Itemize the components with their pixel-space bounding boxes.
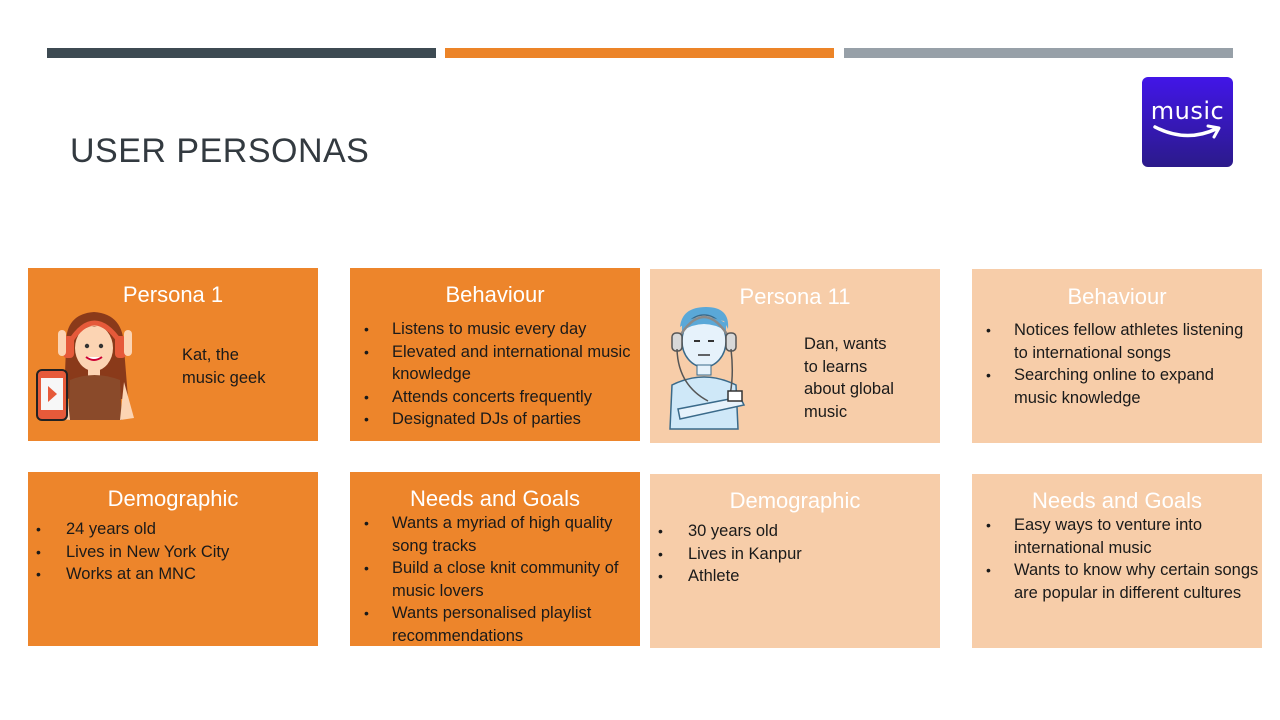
persona2-heading: Persona 11 (739, 284, 851, 309)
list-item: • Wants to know why certain songs are popular in different cultures (984, 559, 1260, 604)
persona1-needs-heading: Needs and Goals (410, 486, 580, 511)
persona1-demographic-list (34, 518, 314, 586)
persona1-demographic-card (28, 472, 318, 646)
accent-bar-orange (445, 48, 834, 58)
list-item: • Attends concerts frequently (362, 386, 636, 409)
persona1-demographic-heading: Demographic (107, 486, 239, 511)
list-item: • Listens to music every day (362, 318, 636, 341)
amazon-music-logo (1142, 77, 1233, 167)
accent-bar-dark (47, 48, 436, 58)
list-item: • Lives in Kanpur (656, 543, 936, 566)
persona1-heading: Persona 1 (122, 282, 224, 307)
boy-headphones-icon (664, 305, 754, 431)
persona2-behaviour-list (984, 319, 1260, 409)
list-item: • 24 years old (34, 518, 314, 541)
persona2-description-line4: music (804, 402, 848, 421)
persona1-description-line2: music geek (182, 368, 266, 387)
list-item: • Build a close knit community of music lovers (362, 557, 636, 602)
persona1-needs-card (350, 472, 640, 646)
persona1-description-line1: Kat, the (182, 346, 239, 364)
accent-bar-grey (844, 48, 1233, 58)
persona2-description (804, 333, 894, 423)
list-item: • Wants a myriad of high quality song tracks (362, 512, 636, 557)
persona1-behaviour-list (362, 318, 636, 431)
persona2-description-line2: to learns (804, 357, 868, 376)
persona1-description (182, 344, 265, 389)
persona2-demographic-heading: Demographic (729, 488, 861, 513)
list-item: • Athlete (656, 565, 936, 588)
persona2-demographic-card (650, 474, 940, 648)
persona1-behaviour-heading: Behaviour (445, 282, 545, 307)
persona2-behaviour-heading: Behaviour (1067, 284, 1167, 309)
logo-text: music (1150, 97, 1225, 125)
persona2-description-line3: about global (804, 380, 894, 398)
list-item: • Easy ways to venture into international music (984, 514, 1260, 559)
persona2-card (650, 269, 940, 443)
list-item: • Searching online to expand music knowledge (984, 364, 1260, 409)
list-item: • Works at an MNC (34, 563, 314, 586)
page-title: USER PERSONAS (70, 132, 370, 170)
list-item: • Wants personalised playlist recommendations (362, 602, 636, 647)
girl-headphones-icon (36, 308, 156, 422)
list-item: • Designated DJs of parties (362, 408, 636, 431)
persona2-needs-list (984, 514, 1260, 604)
persona1-needs-list (362, 512, 636, 647)
persona2-needs-heading: Needs and Goals (1032, 488, 1202, 513)
list-item: • Lives in New York City (34, 541, 314, 564)
smile-arrow-icon (1152, 123, 1224, 143)
list-item: • Notices fellow athletes listening to international songs (984, 319, 1260, 364)
persona2-description-line1: Dan, wants (804, 335, 887, 353)
list-item: • 30 years old (656, 520, 936, 543)
persona2-demographic-list (656, 520, 936, 588)
persona1-card (28, 268, 318, 441)
persona2-behaviour-card (972, 269, 1262, 443)
list-item: • Elevated and international music knowledge (362, 341, 636, 386)
persona2-needs-card (972, 474, 1262, 648)
persona1-behaviour-card (350, 268, 640, 441)
